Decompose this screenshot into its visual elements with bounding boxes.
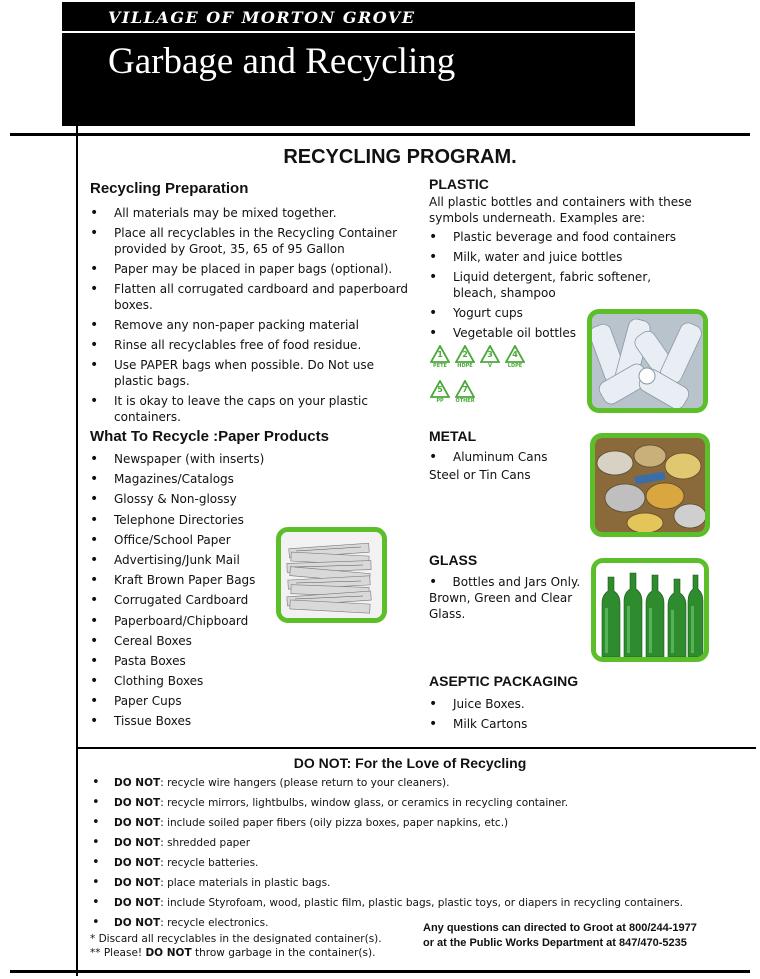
list-item: • Remove any non-paper packing material (90, 317, 415, 333)
list-item: • Office/School Paper (90, 532, 290, 548)
list-item: • Place all recyclables in the Recycling Container provided by Groot, 35, 65 of 95 Gallon (90, 225, 415, 257)
aseptic-list (429, 696, 629, 732)
list-item: • Paperboard/Chipboard (90, 613, 290, 629)
note-discard: * Discard all recyclables in the designated container(s). (90, 933, 382, 945)
glass-text-body: Bottles and Jars Only. Brown, Green and Clear Glass. (429, 575, 581, 621)
do-not-list (92, 776, 683, 930)
metal-text: Steel or Tin Cans (429, 468, 531, 482)
list-item: • DO NOT: include Styrofoam, wood, plastic film, plastic bags, plastic toys, or diapers in recycling containers. (92, 896, 683, 916)
contact-line-1: Any questions can directed to Groot at 800/244-1977 (423, 922, 697, 934)
program-title: RECYCLING PROGRAM. (283, 146, 517, 168)
recycle-symbol-1-icon: 1 PETE (428, 345, 452, 369)
preparation-list (90, 205, 415, 425)
list-item: • Milk Cartons (429, 716, 629, 732)
glass-heading: GLASS (429, 552, 478, 568)
list-item: • Tissue Boxes (90, 713, 290, 729)
plastic-intro: All plastic bottles and containers with these symbols underneath. Examples are: (429, 195, 692, 225)
list-item: • Pasta Boxes (90, 653, 290, 669)
list-item: • Telephone Directories (90, 512, 290, 528)
newspaper-photo (276, 527, 387, 623)
list-item: • DO NOT: shredded paper (92, 836, 683, 856)
list-item: • Kraft Brown Paper Bags (90, 572, 290, 588)
header-banner (62, 2, 635, 126)
list-item: • DO NOT: recycle mirrors, lightbulbs, window glass, or ceramics in recycling container. (92, 796, 683, 816)
list-item: • Use PAPER bags when possible. Do Not use plastic bags. (90, 357, 415, 389)
list-item: • Vegetable oil bottles (429, 325, 589, 341)
list-item: • DO NOT: recycle wire hangers (please return to your cleaners). (92, 776, 683, 796)
list-item: • DO NOT: recycle batteries. (92, 856, 683, 876)
metal-heading: METAL (429, 428, 477, 444)
aseptic-heading: ASEPTIC PACKAGING (429, 673, 579, 689)
paper-list (90, 451, 290, 729)
plastic-bottles-photo (587, 309, 708, 413)
do-not-heading: DO NOT: For the Love of Recycling (293, 755, 527, 771)
paper-heading: What To Recycle :Paper Products (90, 428, 329, 445)
list-item: • Liquid detergent, fabric softener, bleach, shampoo (429, 269, 694, 301)
page-title: Garbage and Recycling (108, 41, 456, 82)
recycle-symbol-2-icon: 2 HDPE (453, 345, 477, 369)
note-no-garbage: ** Please! DO NOT throw garbage in the container(s). (90, 947, 376, 959)
recycle-symbol-3-icon: 3 V (478, 345, 502, 369)
recycling-symbols (428, 345, 528, 411)
list-item: • Flatten all corrugated cardboard and paperboard boxes. (90, 281, 415, 313)
header-divider (62, 31, 635, 33)
metal-cans-photo (590, 433, 710, 537)
preparation-heading: Recycling Preparation (90, 180, 249, 197)
top-divider (10, 133, 750, 136)
list-item: • Juice Boxes. (429, 696, 629, 712)
list-item: • Advertising/Junk Mail (90, 552, 290, 568)
list-item: • Paper may be placed in paper bags (optional). (90, 261, 415, 277)
left-margin-rule (76, 126, 78, 976)
list-item: • Newspaper (with inserts) (90, 451, 290, 467)
list-item: • Paper Cups (90, 693, 290, 709)
list-item: • Milk, water and juice bottles (429, 249, 694, 265)
recycle-symbol-7-icon: 7 OTHER (453, 380, 477, 404)
contact-line-2: or at the Public Works Department at 847/470-5235 (423, 937, 687, 949)
do-not-divider (76, 747, 756, 749)
list-item: • Glossy & Non-glossy (90, 491, 290, 507)
glass-bottles-photo (591, 558, 709, 662)
contact-info (423, 921, 697, 951)
metal-list (429, 449, 589, 465)
recycle-symbol-4-icon: 4 LDPE (503, 345, 527, 369)
list-item: • It is okay to leave the caps on your plastic containers. (90, 393, 415, 425)
list-item: • Corrugated Cardboard (90, 592, 290, 608)
list-item: • All materials may be mixed together. (90, 205, 415, 221)
list-item: • Rinse all recyclables free of food residue. (90, 337, 415, 353)
glass-text: • Bottles and Jars Only. Brown, Green and Clear Glass. (429, 574, 581, 621)
list-item: • Yogurt cups (429, 305, 589, 321)
village-name: VILLAGE OF MORTON GROVE (108, 8, 416, 27)
list-item: • Clothing Boxes (90, 673, 290, 689)
list-item: • Aluminum Cans (429, 449, 589, 465)
plastic-heading: PLASTIC (429, 176, 489, 192)
bottom-divider (10, 970, 750, 973)
list-item: • DO NOT: place materials in plastic bags. (92, 876, 683, 896)
recycle-symbol-5-icon: 5 PP (428, 380, 452, 404)
list-item: • Plastic beverage and food containers (429, 229, 694, 245)
list-item: • Cereal Boxes (90, 633, 290, 649)
list-item: • DO NOT: include soiled paper fibers (oily pizza boxes, paper napkins, etc.) (92, 816, 683, 836)
list-item: • Magazines/Catalogs (90, 471, 290, 487)
list-item: • DO NOT: recycle electronics. (92, 916, 683, 930)
